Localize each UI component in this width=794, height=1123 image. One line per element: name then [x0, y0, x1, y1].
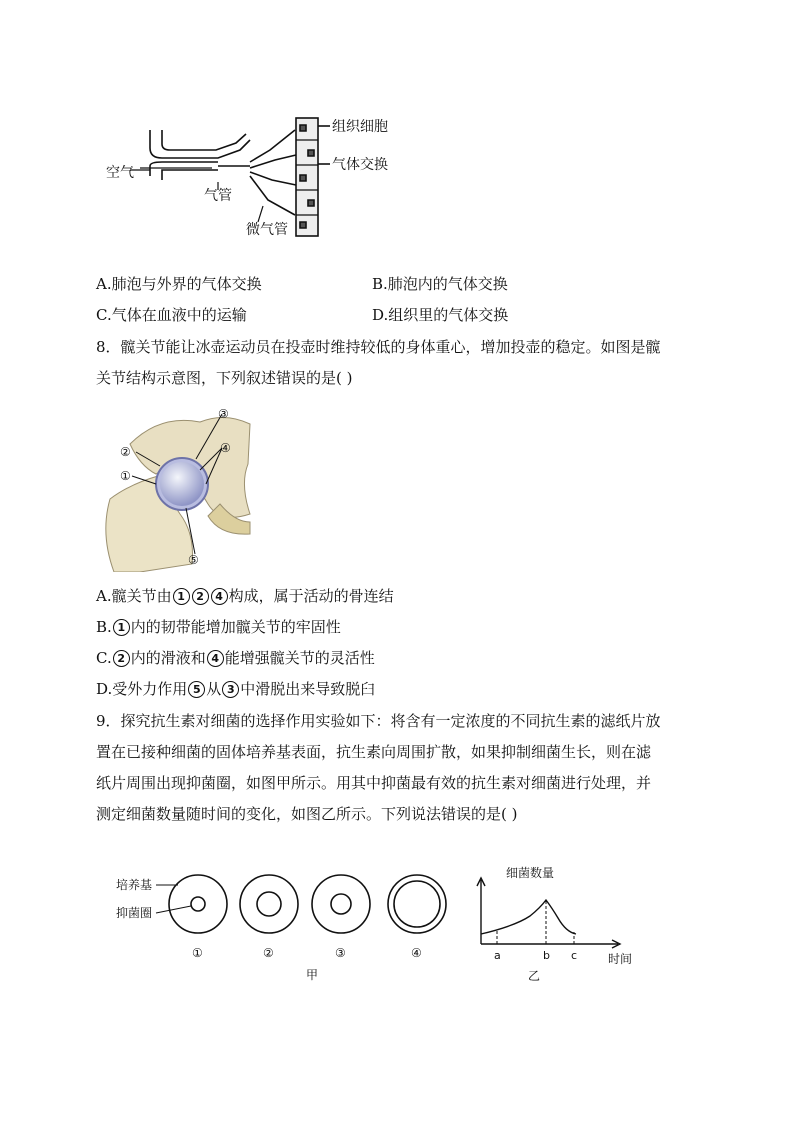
q9-line4: 测定细菌数量随时间的变化，如图乙所示。下列说法错误的是( )	[96, 805, 518, 823]
dish-2	[240, 875, 298, 933]
hip-label-1: ①	[120, 469, 131, 483]
q7-option-d: D.组织里的气体交换	[372, 306, 509, 324]
respiration-figure	[100, 110, 400, 240]
q8-option-a: A.髋关节由 1 2 4 构成，属于活动的骨连结	[96, 587, 394, 605]
dish-label-1: ①	[192, 946, 203, 960]
tissue-cell-label: 组织细胞	[332, 119, 388, 135]
hip-joint-figure	[100, 404, 260, 572]
q9-line2: 置在已接种细菌的固体培养基表面，抗生素向周围扩散，如果抑制细菌生长，则在滤	[96, 743, 652, 761]
q7-option-a: A.肺泡与外界的气体交换	[96, 275, 262, 293]
dish-4	[388, 875, 446, 933]
capillary-label: 微气管	[246, 222, 288, 238]
air-label: 空气	[106, 165, 134, 181]
y-axis-label: 细菌数量	[506, 866, 555, 880]
tick-b: b	[543, 949, 550, 962]
q7-option-b: B.肺泡内的气体交换	[372, 275, 508, 293]
dish-label-2: ②	[263, 946, 274, 960]
hip-label-5: ⑤	[188, 553, 199, 567]
gas-exchange-label: 气体交换	[332, 157, 388, 173]
dish-3-zone	[331, 894, 351, 914]
dish-label-3: ③	[335, 946, 346, 960]
tick-c: c	[571, 949, 578, 962]
q9-line1: 9．探究抗生素对细菌的选择作用实验如下：将含有一定浓度的不同抗生素的滤纸片放	[96, 712, 661, 730]
q8-option-d: D.受外力作用 5 从 3 中滑脱出来导致脱臼	[96, 680, 376, 698]
figure-yi	[470, 860, 650, 985]
q8-option-c: C. 2 内的滑液和 4 能增强髋关节的灵活性	[96, 649, 375, 667]
dish-2-zone	[257, 892, 281, 916]
tick-a: a	[494, 949, 501, 962]
hip-label-4: ④	[220, 441, 231, 455]
figure-jia	[110, 860, 455, 985]
medium-label: 培养基	[116, 878, 153, 892]
figure-yi-caption: 乙	[528, 969, 541, 983]
dish-1-zone	[191, 897, 205, 911]
hip-label-3: ③	[218, 407, 229, 421]
count-curve	[481, 900, 576, 934]
inhibition-zone-label: 抑菌圈	[116, 906, 153, 920]
q8-option-b: B. 1 内的韧带能增加髋关节的牢固性	[96, 618, 341, 636]
q8-stem-line2: 关节结构示意图，下列叙述错误的是( )	[96, 369, 353, 387]
dish-label-4: ④	[411, 946, 422, 960]
dish-4-zone	[394, 881, 440, 927]
q7-option-c: C.气体在血液中的运输	[96, 306, 247, 324]
dish-3	[312, 875, 370, 933]
figure-jia-caption: 甲	[306, 968, 319, 982]
q9-line3: 纸片周围出现抑菌圈，如图甲所示。用其中抑菌最有效的抗生素对细菌进行处理，并	[96, 774, 652, 792]
q8-stem-line1: 8．髋关节能让冰壶运动员在投壶时维持较低的身体重心，增加投壶的稳定。如图是髋	[96, 338, 661, 356]
trachea-label: 气管	[204, 188, 232, 204]
x-axis-label: 时间	[608, 952, 633, 966]
hip-label-2: ②	[120, 445, 131, 459]
dish-1	[169, 875, 227, 933]
